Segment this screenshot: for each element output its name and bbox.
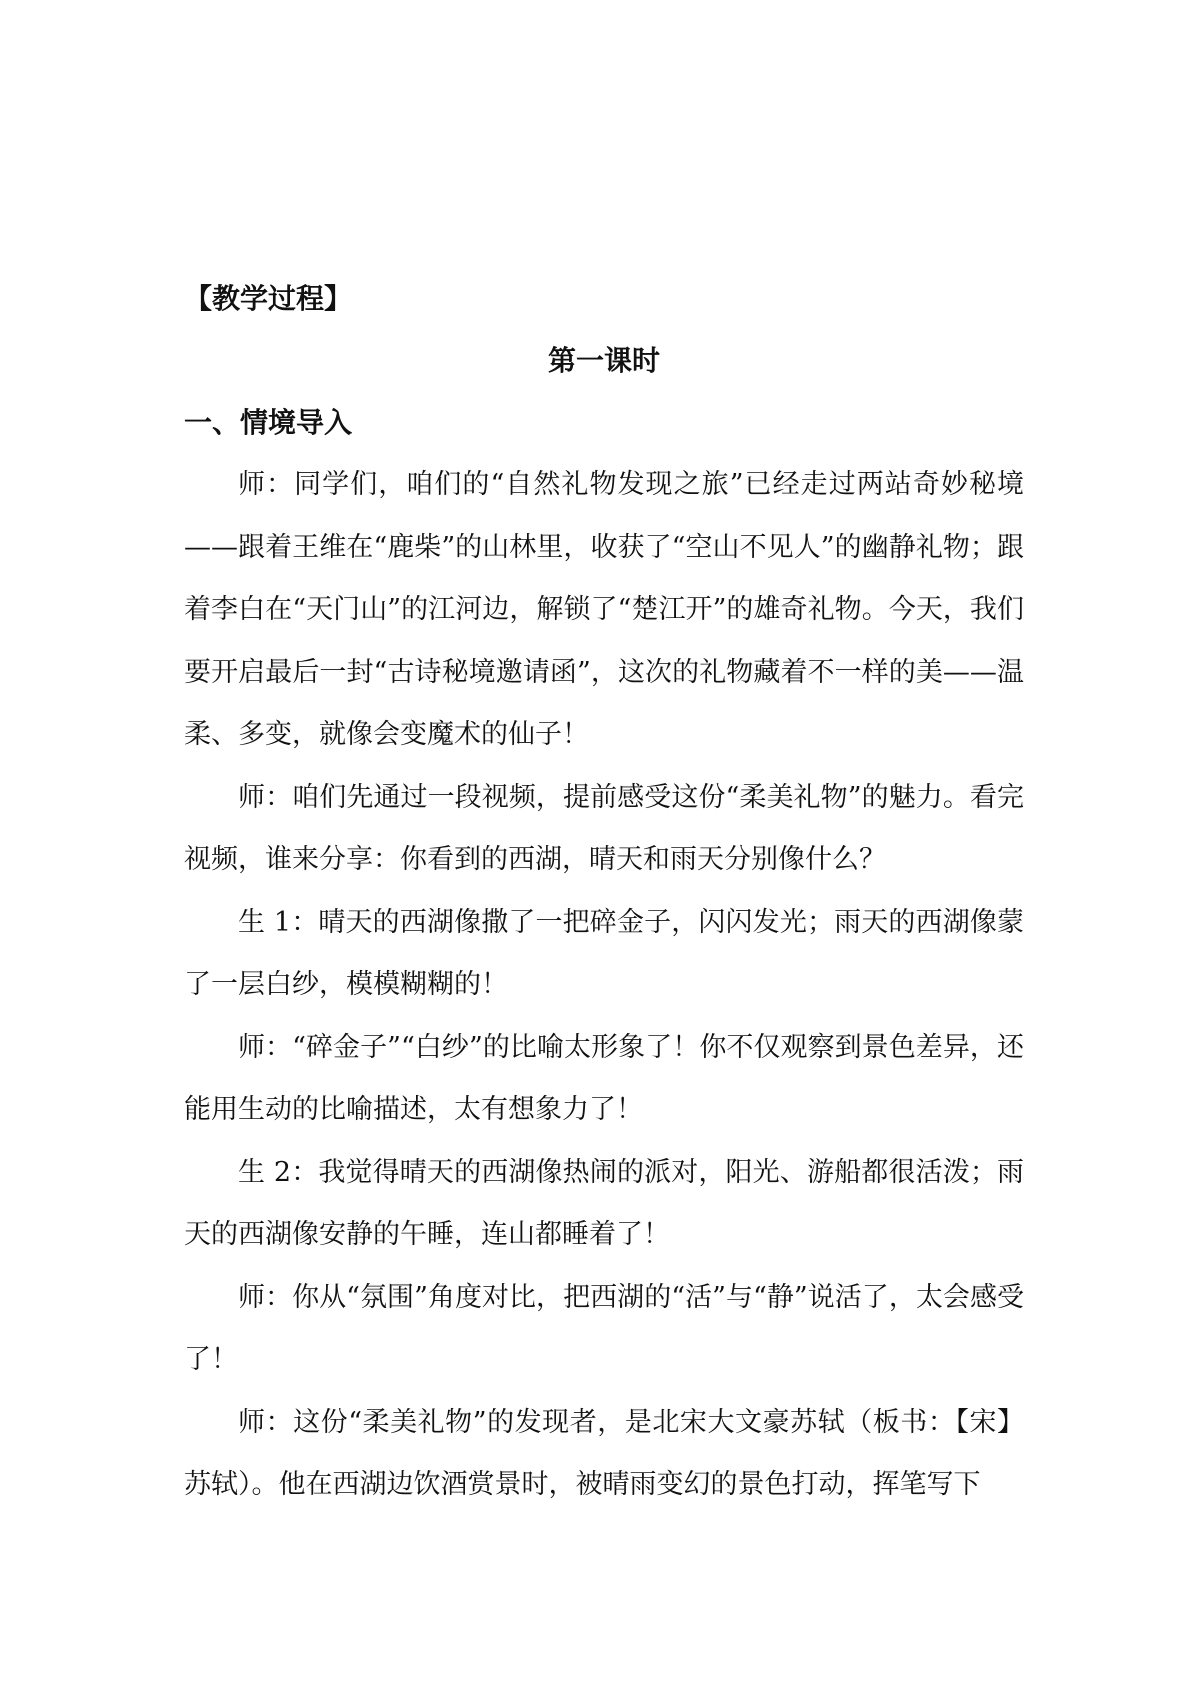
section-label: 【教学过程】: [184, 282, 353, 315]
paragraph: 师：这份“柔美礼物”的发现者，是北宋大文豪苏轼（板书：【宋】苏轼）。他在西湖边饮酒赏景时，被晴雨变幻的景色打动，挥笔写下: [184, 1406, 1024, 1500]
section-heading: 一、情境导入: [184, 406, 353, 439]
paragraph: 生 2：我觉得晴天的西湖像热闹的派对，阳光、游船都很活泼；雨天的西湖像安静的午睡，连山都睡着了！: [184, 1156, 1024, 1250]
paragraph: 师：同学们，咱们的“自然礼物发现之旅”已经走过两站奇妙秘境——跟着王维在“鹿柴”的山林里，收获了“空山不见人”的幽静礼物；跟着李白在“天门山”的江河边，解锁了“楚江开”的雄奇礼物。今天，我们要开启最后一封“古诗秘境邀请函”，这次的礼物藏着不一样的美——温柔、多变，就像会变魔术的仙子！: [184, 469, 1024, 750]
paragraph: 师：咱们先通过一段视频，提前感受这份“柔美礼物”的魅力。看完视频，谁来分享：你看到的西湖，晴天和雨天分别像什么？: [184, 781, 1024, 875]
paragraph: 师：你从“氛围”角度对比，把西湖的“活”与“静”说活了，太会感受了！: [184, 1281, 1024, 1375]
document-body: [184, 268, 1024, 1517]
paragraph: 师：“碎金子”“白纱”的比喻太形象了！你不仅观察到景色差异，还能用生动的比喻描述，太有想象力了！: [184, 1031, 1024, 1125]
paragraph: 生 1：晴天的西湖像撒了一把碎金子，闪闪发光；雨天的西湖像蒙了一层白纱，模模糊糊的！: [184, 906, 1024, 1000]
lesson-title: 第一课时: [547, 344, 660, 377]
